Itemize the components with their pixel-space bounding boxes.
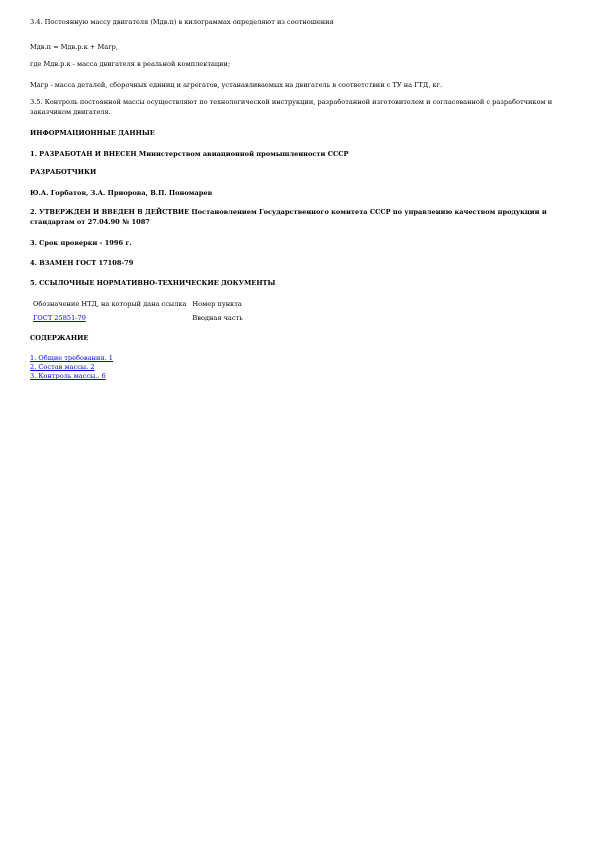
info-item-4: 4. ВЗАМЕН ГОСТ 17108-79 bbox=[30, 259, 134, 267]
formula-line: Мдв.п = Мдв.р.к + Магр, bbox=[30, 43, 118, 51]
info-item-5: 5. ССЫЛОЧНЫЕ НОРМАТИВНО-ТЕХНИЧЕСКИЕ ДОКУМЕНТЫ bbox=[30, 279, 276, 287]
info-item-1: 1. РАЗРАБОТАН И ВНЕСЕН Министерством авиационной промышленности СССР bbox=[30, 150, 349, 158]
magr-definition: Магр - масса деталей, сборочных единиц и агрегатов, устанавливаемых на двигатель в соответствии с ТУ на ГТД, кг. bbox=[30, 81, 443, 89]
table-header-clause: Номер пункта bbox=[192, 300, 242, 308]
paragraph-3-4: 3.4. Постоянную массу двигателя (Мдв.п) в килограммах определяют из соотношения bbox=[30, 18, 334, 26]
table-cell-clause: Вводная часть bbox=[192, 314, 243, 322]
info-item-2: 2. УТВЕРЖДЕН И ВВЕДЕН В ДЕЙСТВИЕ Постановлением Государственного комитета СССР по управлению качеством продукции и стандартам от 27.04.90 № 1087 bbox=[30, 208, 547, 226]
table-row bbox=[30, 311, 246, 325]
list-item bbox=[30, 354, 113, 363]
table-cell-doc bbox=[30, 311, 189, 325]
paragraph-3-5: 3.5. Контроль постоянной массы осуществляют по технологической инструкции, разработанной изготовителем и согласованной с разработчиком и заказчиком двигателя. bbox=[30, 98, 553, 116]
toc-link-2[interactable]: 2. Состав массы. 2 bbox=[30, 363, 95, 371]
gost-link[interactable]: ГОСТ 25851-79 bbox=[33, 314, 86, 322]
toc-link-1[interactable]: 1. Общие требования. 1 bbox=[30, 354, 113, 362]
developers-names: Ю.А. Горбатов, З.А. Приорова, В.П. Пономарев bbox=[30, 189, 213, 197]
toc-heading: СОДЕРЖАНИЕ bbox=[30, 334, 89, 342]
table-header-doc: Обозначение НТД, на который дана ссылка bbox=[33, 300, 187, 308]
table-header-row bbox=[30, 297, 246, 311]
list-item bbox=[30, 363, 113, 372]
reference-table bbox=[30, 297, 246, 325]
list-item bbox=[30, 372, 113, 381]
info-item-3: 3. Срок проверки - 1996 г. bbox=[30, 239, 132, 247]
toc-link-3[interactable]: 3. Контроль массы.. 6 bbox=[30, 372, 106, 380]
info-heading: ИНФОРМАЦИОННЫЕ ДАННЫЕ bbox=[30, 129, 155, 137]
where-clause: где Мдв.р.к - масса двигателя в реальной комплектации; bbox=[30, 60, 231, 68]
developers-heading: РАЗРАБОТЧИКИ bbox=[30, 168, 97, 176]
toc-list bbox=[30, 354, 113, 381]
